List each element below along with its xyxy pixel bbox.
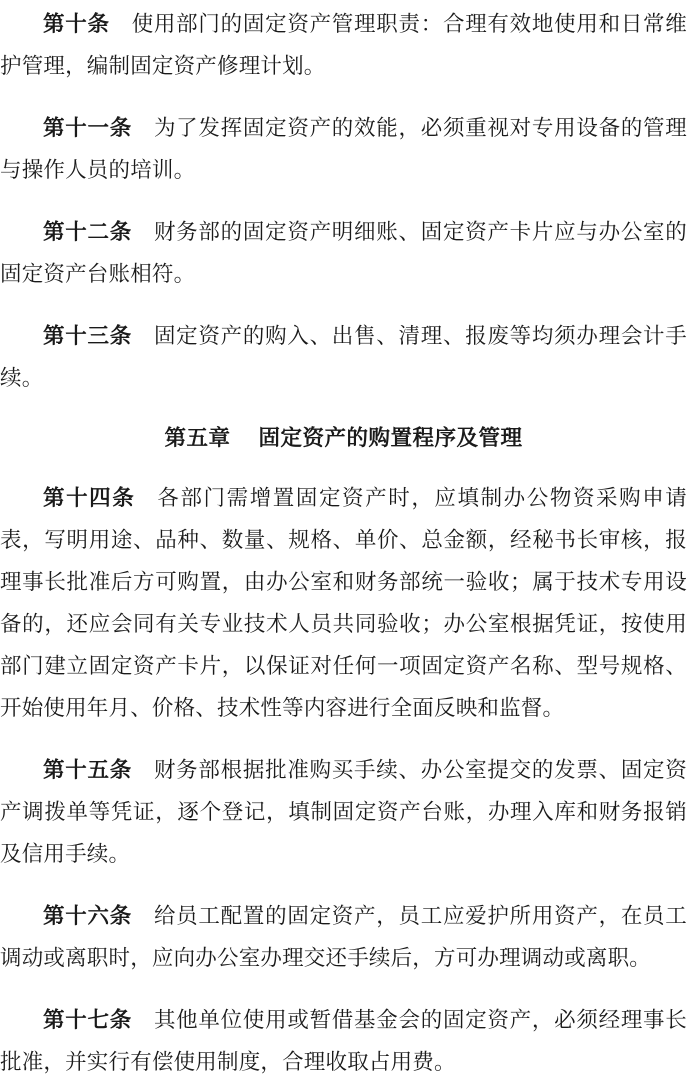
article-14: [0, 478, 687, 730]
article-text: 使用部门的固定资产管理职责：合理有效地使用和日常维护管理，编制固定资产修理计划。: [0, 12, 687, 79]
article-label: 第十三条: [43, 324, 132, 349]
article-label: 第十七条: [43, 1008, 132, 1033]
chapter-number: 第五章: [164, 426, 231, 451]
article-text: 为了发挥固定资产的效能，必须重视对专用设备的管理与操作人员的培训。: [0, 116, 687, 183]
article-10: [0, 4, 687, 88]
article-17: [0, 1000, 687, 1084]
article-label: 第十条: [43, 12, 110, 37]
article-11: [0, 108, 687, 192]
article-label: 第十五条: [43, 758, 132, 783]
article-text: 财务部的固定资产明细账、固定资产卡片应与办公室的固定资产台账相符。: [0, 220, 687, 287]
article-16: [0, 896, 687, 980]
article-label: 第十二条: [43, 220, 132, 245]
article-13: [0, 316, 687, 400]
article-text: 固定资产的购入、出售、清理、报废等均须办理会计手续。: [0, 324, 687, 391]
article-12: [0, 212, 687, 296]
article-text: 其他单位使用或暂借基金会的固定资产，必须经理事长批准，并实行有偿使用制度，合理收取占用费。: [0, 1008, 687, 1075]
article-15: [0, 750, 687, 876]
chapter-title: 固定资产的购置程序及管理: [258, 426, 523, 451]
article-text: 给员工配置的固定资产，员工应爱护所用资产，在员工调动或离职时，应向办公室办理交还手续后，方可办理调动或离职。: [0, 904, 687, 971]
chapter-heading: [0, 418, 687, 460]
article-label: 第十一条: [43, 116, 132, 141]
article-label: 第十四条: [43, 486, 136, 511]
article-label: 第十六条: [43, 904, 132, 929]
article-text: 各部门需增置固定资产时，应填制办公物资采购申请表，写明用途、品种、数量、规格、单价、总金额，经秘书长审核，报理事长批准后方可购置，由办公室和财务部统一验收；属于技术专用设备的，还应会同有关专业技术人员共同验收；办公室根据凭证，按使用部门建立固定资产卡片，以保证对任何一项固定资产名称、型号规格、开始使用年月、价格、技术性等内容进行全面反映和监督。: [0, 486, 687, 721]
article-text: 财务部根据批准购买手续、办公室提交的发票、固定资产调拨单等凭证，逐个登记，填制固定资产台账，办理入库和财务报销及信用手续。: [0, 758, 687, 867]
